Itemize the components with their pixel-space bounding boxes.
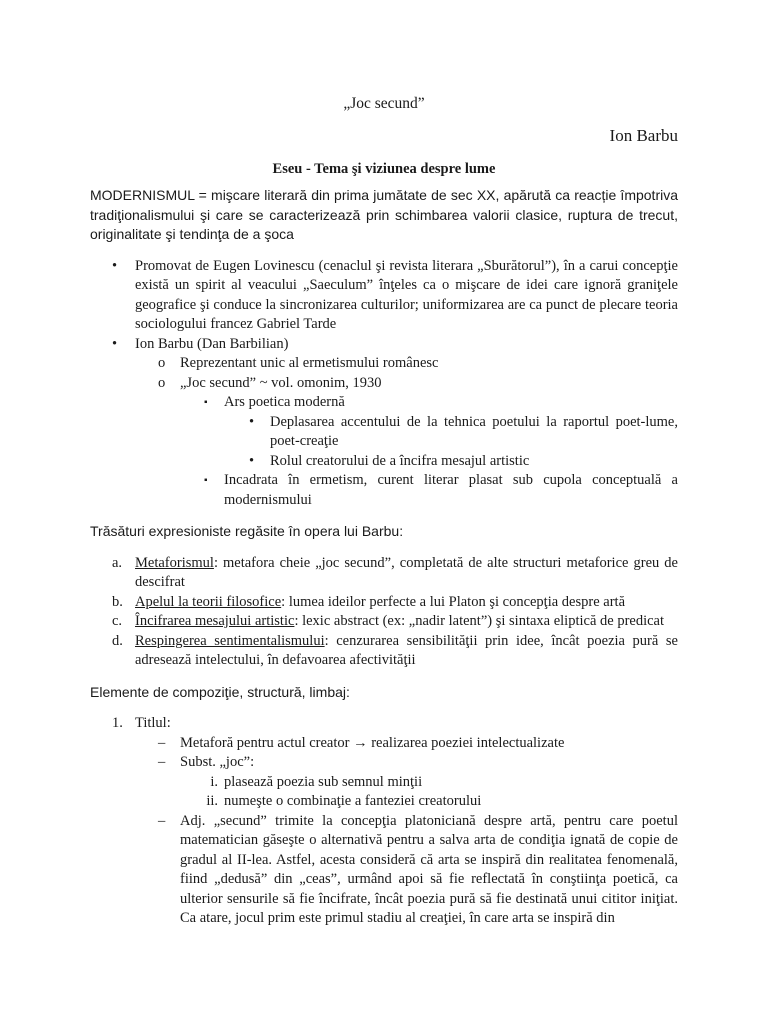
trait-term: Respingerea sentimentalismului: [135, 632, 325, 649]
list-item-text: numeşte o combinaţie a fanteziei creatorului: [224, 793, 482, 809]
list-item: [90, 393, 678, 413]
essay-subtitle: Eseu - Tema şi viziunea despre lume: [272, 161, 496, 177]
alpha-marker: d.: [112, 632, 123, 649]
bullet-marker: •: [249, 452, 255, 469]
trait-description: : metafora cheie „joc secund”, completată de alte structuri metaforice greu de descifrat: [135, 554, 678, 590]
list-item-text: Metaforă pentru actul creator → realizarea poeziei intelectualizate: [180, 734, 565, 751]
list-item: [90, 413, 678, 452]
square-marker: ▪: [204, 475, 208, 486]
number-marker: 1.: [112, 715, 123, 731]
list-item: [90, 354, 678, 374]
list-item-text: „Joc secund” ~ vol. omonim, 1930: [180, 374, 382, 391]
list-item: [90, 257, 678, 335]
list-item-text: Ars poetica modernă: [224, 394, 345, 410]
list-item: [90, 792, 678, 812]
circle-marker: o: [158, 355, 166, 371]
list-item: [90, 452, 678, 472]
trait-term: Încifrarea mesajului artistic: [135, 613, 295, 629]
list-item: [90, 812, 678, 929]
intro-paragraph: MODERNISMUL = mişcare literară din prima jumătate de sec XX, apărută ca reacție împotriva tradiţionalismului şi care se caracterizează prin schimbarea valorii clasice, ruptura de trecut, originalitate şi tendinţa de a şoca: [90, 187, 678, 242]
list-item: [90, 593, 678, 613]
list-item: [90, 714, 678, 734]
dash-marker: –: [158, 812, 166, 829]
list-item: [90, 374, 678, 394]
author-name: Ion Barbu: [609, 126, 678, 145]
list-item: [90, 335, 678, 355]
alpha-marker: c.: [112, 613, 123, 629]
roman-marker: i.: [210, 773, 218, 790]
list-item: [90, 753, 678, 773]
square-marker: ▪: [204, 397, 208, 408]
trait-description: : lumea ideilor perfecte a lui Platon şi concepţia despre artă: [281, 593, 626, 610]
dash-marker: –: [158, 754, 166, 770]
list-item-text: Deplasarea accentului de la tehnica poetului la raportul poet-lume, poet-creaţie: [270, 413, 678, 449]
list-item-text: Titlul:: [135, 715, 171, 731]
trait-term: Apelul la teorii filosofice: [135, 593, 282, 610]
list-item-text: Subst. „joc”:: [180, 754, 255, 770]
roman-marker: ii.: [206, 793, 218, 809]
traits-list: [90, 554, 678, 671]
main-bullet-list: [90, 257, 678, 511]
bullet-marker: •: [112, 257, 118, 274]
elements-list: [90, 714, 678, 929]
elements-heading: Elemente de compoziţie, structură, limbaj:: [90, 683, 350, 700]
trait-description: : lexic abstract (ex: „nadir latent”) şi sintaxa eliptică de predicat: [294, 613, 665, 629]
traits-heading: Trăsături expresioniste regăsite în opera lui Barbu:: [90, 523, 404, 539]
list-item-text: Reprezentant unic al ermetismului românesc: [180, 355, 439, 371]
trait-term: Metaforismul: [135, 554, 214, 571]
dash-marker: –: [158, 734, 166, 751]
list-item: [90, 554, 678, 593]
bullet-marker: •: [112, 335, 118, 352]
list-item-text: Rolul creatorului de a încifra mesajul artistic: [270, 452, 530, 469]
alpha-marker: a.: [112, 554, 123, 571]
list-item: [90, 471, 678, 510]
list-item-text: plasează poezia sub semnul minţii: [224, 773, 423, 790]
list-item-text: Adj. „secund” trimite la concepţia platoniciană despre artă, pentru care poetul matematician găseşte o alternativă pentru a salva arta de condiţia ignată de copie de gradul al II-lea. Astfel, acesta consideră că arta se inspiră din realitatea fenomenală, fiind „dedusă” din „ceas”, urmând apoi să fie reflectată în conştiinţa poetică, ca ulterior sensurile să fie încifrate, încât poezia pură să fie destinată unui cititor iniţiat. Ca atare, jocul prim este primul stadiu al creaţiei, în care arta se inspiră din: [180, 812, 678, 926]
list-item: [90, 773, 678, 793]
bullet-marker: •: [249, 413, 255, 430]
alpha-marker: b.: [112, 593, 123, 610]
list-item-text: Promovat de Eugen Lovinescu (cenaclul şi revista literara „Sburătorul”), în a carui concepţie există un spirit al veacului „Saeculum” înţeles ca o mişcare de idei care ignoră graniţele geografice şi conduce la sincronizarea culturilor; uniformizarea are ca punct de plecare teoria sociologului francez Gabriel Tarde: [135, 257, 678, 332]
list-item-text: Ion Barbu (Dan Barbilian): [135, 335, 289, 352]
document-body: [90, 186, 678, 929]
list-item: [90, 612, 678, 632]
list-item: [90, 632, 678, 671]
list-item: [90, 734, 678, 754]
document-title: „Joc secund”: [343, 95, 425, 112]
trait-description: : cenzurarea sensibilităţii prin idee, încât poezia pură se adresează intelectului, în defavoarea afectivităţii: [135, 632, 678, 668]
list-item-text: Incadrata în ermetism, curent literar plasat sub cupola conceptuală a modernismului: [224, 472, 678, 508]
circle-marker: o: [158, 374, 166, 391]
